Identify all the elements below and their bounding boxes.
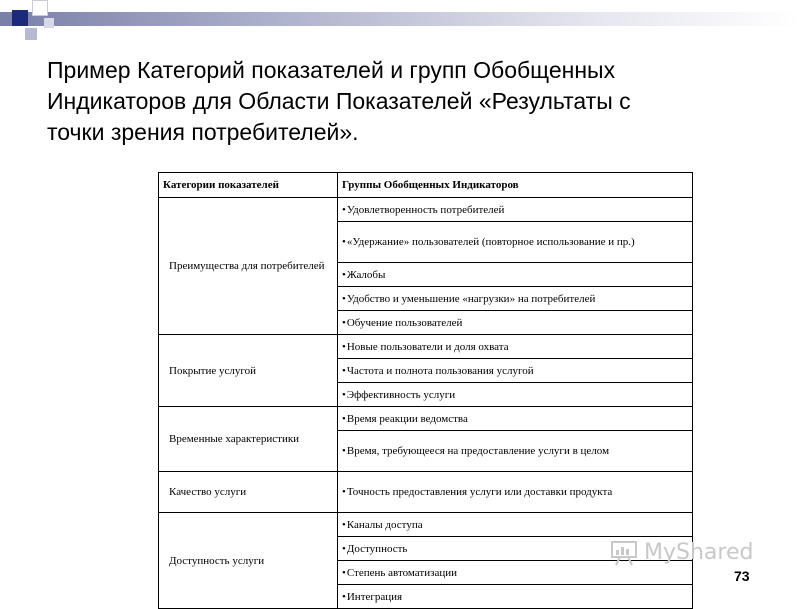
- indicator-text: Время, требующееся на предоставление услуги в целом: [346, 445, 610, 457]
- table-row: [159, 407, 693, 431]
- indicator-cell: [338, 585, 693, 609]
- bullet-icon: •: [342, 412, 346, 425]
- bullet-icon: •: [342, 590, 346, 603]
- category-cell: Преимущества для потребителей: [159, 198, 338, 335]
- indicator-text: Новые пользователи и доля охвата: [346, 340, 509, 353]
- bullet-icon: •: [342, 316, 346, 329]
- category-cell: Покрытие услугой: [159, 335, 338, 407]
- bullet-icon: •: [342, 566, 346, 579]
- indicator-text: Точность предоставления услуги или доставки продукта: [346, 486, 613, 498]
- indicator-text: Степень автоматизации: [346, 566, 457, 579]
- indicator-text: Жалобы: [346, 268, 386, 281]
- indicator-text: Эффективность услуги: [346, 388, 456, 401]
- table-row: [159, 513, 693, 537]
- table-row: [159, 335, 693, 359]
- table-header-row: [159, 173, 693, 198]
- indicator-text: «Удержание» пользователей (повторное использование и пр.): [346, 236, 635, 248]
- bullet-icon: •: [342, 486, 346, 498]
- indicator-cell: [338, 472, 693, 513]
- title-line: точки зрения потребителей».: [47, 119, 359, 145]
- indicator-text: Удобство и уменьшение «нагрузки» на потребителей: [346, 292, 596, 305]
- indicator-cell: [338, 287, 693, 311]
- bullet-icon: •: [342, 388, 346, 401]
- category-cell: Качество услуги: [159, 472, 338, 513]
- presentation-board-icon: [610, 540, 638, 566]
- indicator-cell: [338, 335, 693, 359]
- header-decoration-bar: [0, 12, 800, 26]
- table-row: [159, 472, 693, 513]
- indicator-cell: [338, 263, 693, 287]
- indicator-text: Доступность: [346, 542, 408, 555]
- table-row: [159, 198, 693, 222]
- bullet-icon: •: [342, 518, 346, 531]
- page-number: 73: [734, 568, 750, 584]
- indicator-text: Частота и полнота пользования услугой: [346, 364, 534, 377]
- indicator-text: Обучение пользователей: [346, 316, 463, 329]
- column-header-groups: Группы Обобщенных Индикаторов: [338, 173, 693, 198]
- indicator-text: Интеграция: [346, 590, 403, 603]
- indicator-cell: [338, 222, 693, 263]
- bullet-icon: •: [342, 340, 346, 353]
- decoration-square: [12, 10, 28, 26]
- slide-title: [47, 55, 747, 148]
- indicator-cell: [338, 359, 693, 383]
- title-line: Индикаторов для Области Показателей «Результаты с: [47, 88, 631, 114]
- bullet-icon: •: [342, 364, 346, 377]
- decoration-square: [32, 0, 48, 16]
- bullet-icon: •: [342, 542, 346, 555]
- indicator-cell: [338, 198, 693, 222]
- watermark-text: MyShared: [644, 540, 754, 565]
- category-cell: Временные характеристики: [159, 407, 338, 472]
- indicator-cell: [338, 383, 693, 407]
- indicator-cell: [338, 431, 693, 472]
- watermark: [610, 536, 765, 570]
- title-line: Пример Категорий показателей и групп Обобщенных: [47, 57, 616, 83]
- column-header-categories: Категории показателей: [159, 173, 338, 198]
- indicator-text: Удовлетворенность потребителей: [346, 203, 505, 216]
- bullet-icon: •: [342, 203, 346, 216]
- decoration-square: [44, 18, 54, 28]
- bullet-icon: •: [342, 236, 346, 248]
- category-cell: Доступность услуги: [159, 513, 338, 609]
- indicator-text: Каналы доступа: [346, 518, 423, 531]
- indicator-cell: [338, 513, 693, 537]
- decoration-square: [25, 28, 37, 40]
- indicator-text: Время реакции ведомства: [346, 412, 468, 425]
- bullet-icon: •: [342, 268, 346, 281]
- bullet-icon: •: [342, 292, 346, 305]
- indicator-cell: [338, 407, 693, 431]
- bullet-icon: •: [342, 445, 346, 457]
- indicator-cell: [338, 311, 693, 335]
